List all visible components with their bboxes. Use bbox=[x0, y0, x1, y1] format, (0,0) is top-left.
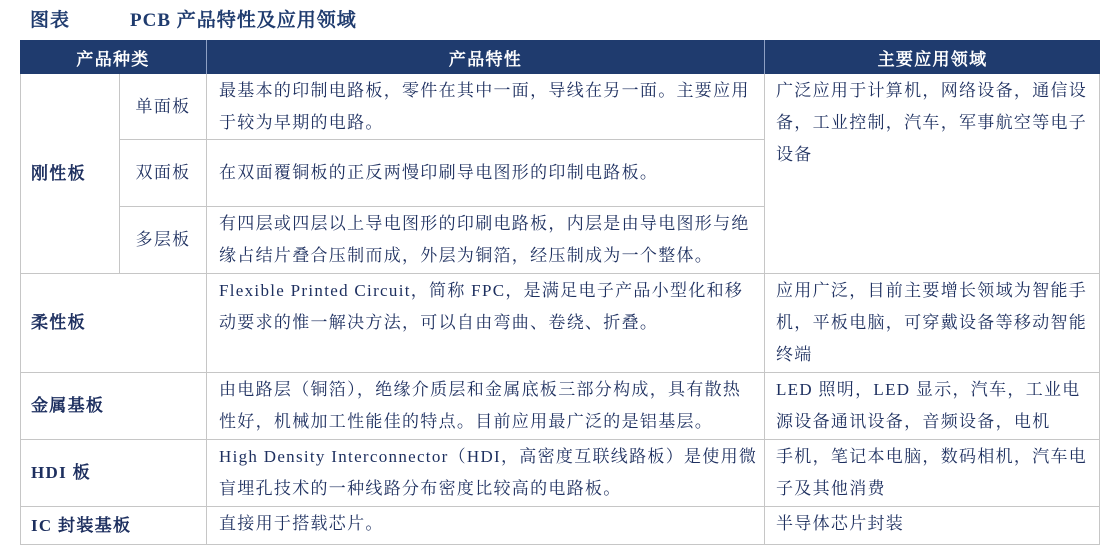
category-rigid: 刚性板 bbox=[20, 74, 120, 274]
header-category: 产品种类 bbox=[20, 40, 207, 74]
figure-label: 图表 bbox=[30, 10, 71, 31]
figure-title-text: PCB 产品特性及应用领域 bbox=[130, 10, 357, 31]
category-ic-substrate: IC 封装基板 bbox=[20, 507, 207, 545]
feature-flexible: Flexible Printed Circuit，简称 FPC，是满足电子产品小型化和移动要求的惟一解决方法，可以自由弯曲、卷绕、折叠。 bbox=[207, 274, 765, 373]
category-flexible: 柔性板 bbox=[20, 274, 207, 373]
header-application: 主要应用领域 bbox=[877, 49, 988, 69]
feature-double-sided: 在双面覆铜板的正反两慢印刷导电图形的印制电路板。 bbox=[207, 140, 765, 207]
subtype-single-sided: 单面板 bbox=[120, 74, 207, 140]
feature-multilayer: 有四层或四层以上导电图形的印刷电路板，内层是由导电图形与绝缘占结片叠合压制而成，外层为铜箔，经压制成为一个整体。 bbox=[207, 207, 765, 274]
feature-single-sided: 最基本的印制电路板，零件在其中一面，导线在另一面。主要应用于较为早期的电路。 bbox=[207, 74, 765, 140]
feature-metal-substrate: 由电路层（铜箔），绝缘介质层和金属底板三部分构成，具有散热性好，机械加工性能佳的特点。目前应用最广泛的是铝基层。 bbox=[207, 373, 765, 440]
application-metal-substrate: LED 照明，LED 显示，汽车，工业电源设备通讯设备，音频设备，电机 bbox=[765, 373, 1100, 440]
subtype-multilayer: 多层板 bbox=[120, 207, 207, 274]
figure-title bbox=[0, 8, 1110, 34]
application-ic-substrate: 半导体芯片封装 bbox=[765, 507, 1100, 545]
table-header bbox=[20, 40, 1100, 74]
application-rigid: 广泛应用于计算机，网络设备，通信设备，工业控制，汽车，军事航空等电子设备 bbox=[765, 74, 1100, 274]
header-feature: 产品特性 bbox=[207, 40, 765, 74]
feature-hdi: High Density Interconnector（HDI，高密度互联线路板）是使用微盲埋孔技术的一种线路分布密度比较高的电路板。 bbox=[207, 440, 765, 507]
application-flexible: 应用广泛，目前主要增长领域为智能手机，平板电脑，可穿戴设备等移动智能终端 bbox=[765, 274, 1100, 373]
application-hdi: 手机，笔记本电脑，数码相机，汽车电子及其他消费 bbox=[765, 440, 1100, 507]
subtype-double-sided: 双面板 bbox=[120, 140, 207, 207]
feature-ic-substrate: 直接用于搭载芯片。 bbox=[207, 507, 765, 545]
category-metal-substrate: 金属基板 bbox=[20, 373, 207, 440]
category-hdi: HDI 板 bbox=[20, 440, 207, 507]
